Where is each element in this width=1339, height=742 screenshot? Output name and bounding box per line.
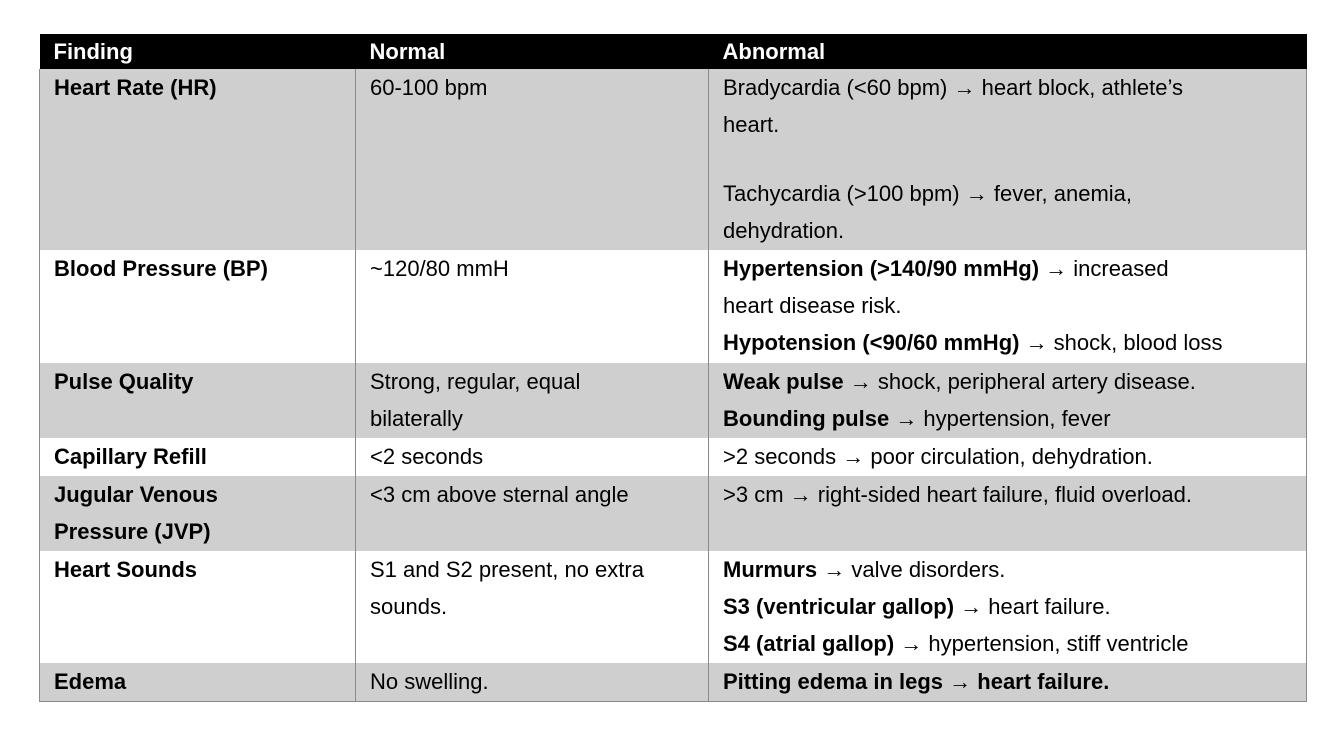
abnormal-term: S4 (atrial gallop) (723, 631, 895, 656)
finding-cell: Heart Rate (HR) (40, 69, 356, 250)
table-row (40, 363, 1307, 438)
normal-cell: No swelling. (356, 663, 709, 701)
finding-cell: Blood Pressure (BP) (40, 250, 356, 363)
abnormal-text: → heart failure. (954, 594, 1111, 619)
finding-cell: Pulse Quality (40, 363, 356, 438)
table-row (40, 438, 1307, 476)
abnormal-text: → shock, peripheral artery disease. (843, 369, 1196, 394)
abnormal-text: → increased (1039, 256, 1169, 281)
header-row (40, 34, 1307, 69)
abnormal-cell (709, 363, 1307, 438)
abnormal-term: Hypertension (>140/90 mmHg) (723, 256, 1040, 281)
abnormal-text: → hypertension, stiff ventricle (894, 631, 1189, 656)
normal-cell: <3 cm above sternal angle (356, 476, 709, 551)
header-normal: Normal (356, 34, 709, 69)
abnormal-line: heart. (723, 112, 780, 137)
findings-table (39, 34, 1307, 702)
table-row (40, 69, 1307, 250)
finding-cell: Heart Sounds (40, 551, 356, 663)
abnormal-cell (709, 250, 1307, 363)
normal-line: Strong, regular, equal (370, 369, 581, 394)
abnormal-cell (709, 551, 1307, 663)
abnormal-text: → valve disorders. (817, 557, 1006, 582)
table-row (40, 476, 1307, 551)
normal-line: bilaterally (370, 406, 463, 431)
normal-cell (356, 551, 709, 663)
abnormal-cell: Pitting edema in legs → heart failure. (709, 663, 1307, 701)
normal-line: sounds. (370, 594, 448, 619)
normal-line: S1 and S2 present, no extra (370, 557, 644, 582)
table-row (40, 663, 1307, 701)
normal-cell: 60-100 bpm (356, 69, 709, 250)
header-finding: Finding (40, 34, 356, 69)
header-abnormal: Abnormal (709, 34, 1307, 69)
abnormal-line: Tachycardia (>100 bpm) → fever, anemia, (723, 181, 1133, 206)
finding-cell: Capillary Refill (40, 438, 356, 476)
abnormal-term: Murmurs (723, 557, 818, 582)
abnormal-term: Bounding pulse (723, 406, 890, 431)
normal-cell: <2 seconds (356, 438, 709, 476)
normal-cell (356, 363, 709, 438)
abnormal-line: dehydration. (723, 218, 845, 243)
abnormal-cell: >3 cm → right-sided heart failure, fluid overload. (709, 476, 1307, 551)
abnormal-cell (709, 69, 1307, 250)
abnormal-term: Weak pulse (723, 369, 844, 394)
abnormal-term: Hypotension (<90/60 mmHg) (723, 330, 1020, 355)
table-row (40, 250, 1307, 363)
normal-cell: ~120/80 mmH (356, 250, 709, 363)
table-row (40, 551, 1307, 663)
finding-cell: Edema (40, 663, 356, 701)
abnormal-text: → hypertension, fever (889, 406, 1111, 431)
finding-line: Pressure (JVP) (54, 519, 211, 544)
abnormal-text: → shock, blood loss (1019, 330, 1223, 355)
finding-line: Jugular Venous (54, 482, 218, 507)
abnormal-term: S3 (ventricular gallop) (723, 594, 955, 619)
finding-cell (40, 476, 356, 551)
abnormal-text: heart disease risk. (723, 293, 902, 318)
abnormal-line: Bradycardia (<60 bpm) → heart block, athlete’s (723, 75, 1183, 100)
abnormal-cell: >2 seconds → poor circulation, dehydration. (709, 438, 1307, 476)
